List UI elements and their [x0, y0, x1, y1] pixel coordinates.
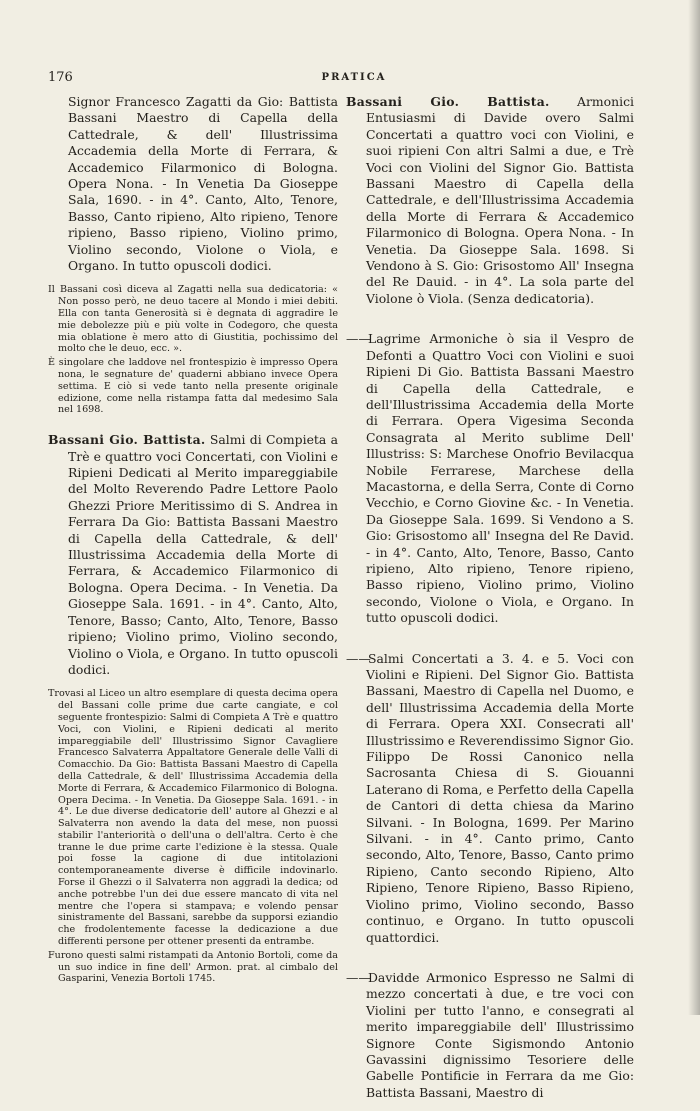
footnote-block-2: [48, 688, 338, 985]
footnote-liceo-copy: Trovasi al Liceo un altro esemplare di questa decima opera del Bassani colle prime due carte cangiate, e col seguente frontespizio: Salmi di Compieta A Trè e quattro Voci, con Violini, e Ripieni dedicati al merito impareggiabile dell' Illustrissimo Signor Cavagliere Francesco Salvaterra Appaltatore Generale delle Valli di Comacchio. Da Gio: Battista Bassani Maestro di Capella della Cattedrale, & dell' Illustrissima Accademia della Morte di Ferrara, & Accademico Filarmonico di Bologna. Opera Decima. - In Venetia. Da Gioseppe Sala. 1691. - in 4°. Le due diverse dedicatorie dell' autore al Ghezzi e al Salvaterra non avendo la data del mese, non puossi stabilir l'anteriorità o dell'una o dell'altra. Certo è che tranne le due prime carte l'edizione è la stessa. Quale poi fosse la cagione di due intitolazioni contemporaneamente diverse è difficile indovinarlo. Forse il Ghezzi o il Salvaterra non aggradì la dedica; od anche potrebbe l'un dei due essere mancato di vita nel mentre che l'opera si stampava; e volendo pensar sinistramente del Bassani, sarebbe da supporsi eziandio che frodolentemente facesse la dedicazione a due differenti persone per ottener presenti da entrambe.: [48, 688, 338, 948]
catalog-entry-lagrime-armoniche: [346, 331, 634, 626]
footnote-dedication: Il Bassani così diceva al Zagatti nella sua dedicatoria: « Non posso però, ne deuo tacere al Mondo i miei debiti. Ella con tanta Generosità si è degnata di aggradire le mie debolezze più e più volte in Codegoro, che questa mia oblatione è mero atto di Giustitia, pochissimo del molto che le deuo, ecc. ».: [48, 284, 338, 355]
running-title: PRATICA: [321, 72, 387, 83]
entry-dash: ——: [346, 969, 371, 985]
catalog-entry-davidde-armonico: [346, 970, 634, 1101]
entry-text: Armonici Entusiasmi di Davide overo Salmi Concertati a quattro voci con Violini, e suoi ripieni Con altri Salmi a due, e Trè Voci con Violini del Signor Gio. Battista Bassani Maestro di Capella della Cattedrale, e dell'Illustrissima Accademia della Morte di Ferrara & Accademico Filarmonico di Bologna. Opera Nona. - In Venetia. Da Gioseppe Sala. 1698. Si Vendono à S. Gio: Grisostomo All' Insegna del Re Dauid. - in 4°. La sola parte del Violone ò Viola. (Senza dedicatoria).: [366, 94, 634, 306]
catalog-entry-armonici-entusiasmi: [346, 94, 634, 307]
page-number: 176: [48, 70, 73, 85]
entry-text: Salmi Concertati a 3. 4. e 5. Voci con Violini e Ripieni. Del Signor Gio. Battista Bassani, Maestro di Capella nel Duomo, e dell' Illustrissima Accademia della Morte di Ferrara. Opera XXI. Consecrati all' Illustrissimo e Reverendissimo Signor Gio. Filippo De Rossi Canonico nella Sacrosanta Chiesa di S. Giouanni Laterano di Roma, e Perfetto della Capella de Cantori di detta chiesa da Marino Silvani. - In Bologna, 1699. Per Marino Silvani. - in 4°. Canto primo, Canto secondo, Alto, Tenore, Basso, Canto primo Ripieno, Canto secondo Ripieno, Alto Ripieno, Tenore Ripieno, Basso Ripieno, Violino primo, Violino secondo, Basso continuo, e Organo. In tutto opuscoli quattordici.: [366, 650, 634, 945]
page-edge-shadow: [688, 0, 700, 1015]
entry-dash: ——: [346, 331, 371, 347]
catalog-entry-opera-nona: Signor Francesco Zagatti da Gio: Battista Bassani Maestro di Capella della Cattedrale, & dell' Illustrissima Accademia della Morte di Ferrara, & Accademico Filarmonico di Bologna. Opera Nona. - In Venetia Da Gioseppe Sala, 1690. - in 4°. Canto, Alto, Tenore, Basso, Canto ripieno, Alto ripieno, Tenore ripieno, Basso ripieno, Violino primo, Violino secondo, Violone o Viola, e Organo. In tutto opuscoli dodici.: [68, 94, 338, 274]
entry-text: Davidde Armonico Espresso ne Salmi di mezzo concertati à due, e tre voci con Violini per tutto l'anno, e consegrati al merito impareggiabile dell' Illustrissimo Signore Conte Sigismondo Antonio Gavassini dignissimo Tesoriere delle Gabelle Pontificie in Ferrara da me Gio: Battista Bassani, Maestro di: [366, 969, 634, 1100]
entry-text: Salmi di Compieta a Trè e quattro voci Concertati, con Violini e Ripieni Dedicati al Merito impareggiabile del Molto Reverendo Padre Lettore Paolo Ghezzi Priore Meritissimo di S. Andrea in Ferrara Da Gio: Battista Bassani Maestro di Capella della Cattedrale, & dell' Illustrissima Accademia della Morte di Ferrara, & Accademico Filarmonico di Bologna. Opera Decima. - In Venetia. Da Gioseppe Sala. 1691. - in 4°. Canto, Alto, Tenore, Basso; Canto, Alto, Tenore, Basso ripieno; Violino primo, Violino secondo, Violino o Viola, e Organo. In tutto opuscoli dodici.: [68, 432, 338, 677]
entry-text: Lagrime Armoniche ò sia il Vespro de Defonti a Quattro Voci con Violini e suoi Ripieni Di Gio. Battista Bassani Maestro di Capella della Cattedrale, e dell'Illustrissima Accademia della Morte di Ferrara. Opera Vigesima Seconda Consagrata al Merito sublime Dell' Illustriss: S: Marchese Onofrio Bevilacqua Nobile Ferrarese, Marchese della Macastorna, e della Serra, Conte di Corno Vecchio, e Corno Giovine &c. - In Venetia. Da Gioseppe Sala. 1699. Si Vendono a S. Gio: Grisostomo all' Insegna del Re David. - in 4°. Canto, Alto, Tenore, Basso, Canto ripieno, Alto ripieno, Tenore ripieno, Basso ripieno, Violino primo, Violino secondo, Violone o Viola, e Organo. In tutto opuscoli dodici.: [366, 331, 634, 626]
footnote-signature: È singolare che laddove nel frontespizio è impresso Opera nona, le segnature de' quaderni abbiano invece Opera settima. E ciò si vede tanto nella presente originale edizione, come nella ristampa fatta dal medesimo Sala nel 1698.: [48, 357, 338, 416]
footnote-block-1: [48, 284, 338, 416]
page-header: [48, 68, 660, 88]
footnote-reprint: Furono questi salmi ristampati da Antonio Bortoli, come da un suo indice in fine dell' Armon. prat. al cimbalo del Gasparini, Venezia Bortoli 1745.: [48, 949, 338, 985]
catalog-entry-salmi-compieta: [48, 432, 338, 678]
entry-author: Bassani Gio. Battista.: [48, 432, 206, 448]
catalog-entry-salmi-concertati: [346, 651, 634, 946]
entry-dash: ——: [346, 650, 371, 666]
entry-author: Bassani Gio. Battista.: [346, 94, 550, 109]
right-column: [346, 94, 634, 1111]
left-column: [48, 94, 338, 1001]
